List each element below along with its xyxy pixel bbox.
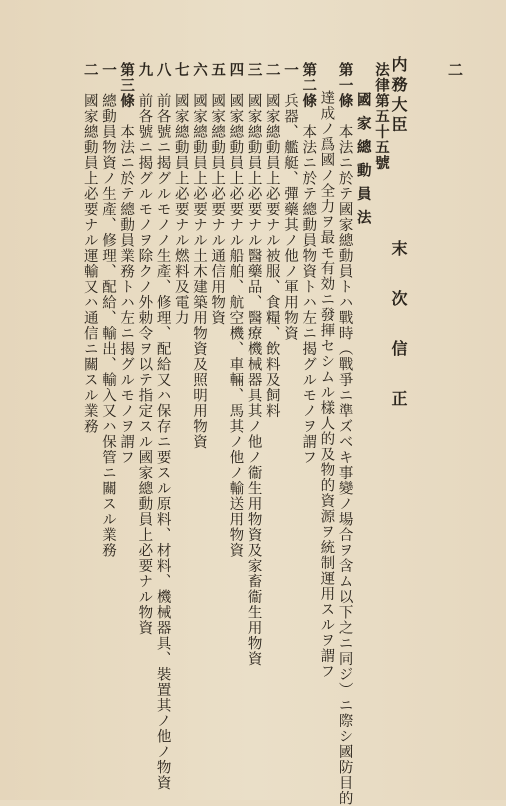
article-column — [117, 62, 135, 762]
item-column — [208, 62, 226, 762]
continuation-column — [317, 62, 335, 762]
article-column — [299, 62, 317, 762]
article-label: 第三條 — [118, 62, 136, 109]
column-text: 國家總動員上必要ナル船舶、航空機、車輛、馬其ノ他ノ輸送用物資 — [227, 93, 244, 558]
item-label: 六 — [190, 62, 208, 78]
item-column — [281, 62, 299, 762]
item-label: 一 — [281, 62, 299, 78]
column-text: 國家總動員上必要ナル土木建築用物資及照明用物資 — [190, 93, 207, 450]
item-column — [244, 62, 262, 762]
item-column — [99, 62, 117, 762]
article-label: 第二條 — [300, 62, 318, 109]
item-label: 三 — [245, 62, 263, 78]
law-text — [30, 62, 390, 806]
column-text: 國家總動員上必要ナル被服、食糧、飲料及飼料 — [263, 93, 280, 419]
page-number: 二 — [446, 62, 464, 77]
signatory-title: 内務大臣 — [389, 56, 408, 136]
column-text: 前各號ニ揭グルモノノ生產、修理、配給又ハ保存ニ要スル原料、材料、機械器具、裝置其ノ他ノ物資 — [154, 93, 171, 791]
column-text: 本法ニ於テ總動員物資トハ左ニ揭グルモノヲ謂フ — [300, 124, 317, 465]
law-columns — [81, 62, 354, 806]
item-label: 一 — [99, 62, 117, 78]
article-column — [335, 62, 354, 806]
item-label: 四 — [227, 62, 245, 78]
law-number: 法律第五十五號 — [373, 62, 390, 171]
signatory-name: 末次信正 — [389, 240, 408, 440]
item-column — [172, 62, 190, 762]
item-label: 九 — [136, 62, 154, 78]
item-column — [153, 62, 172, 791]
item-column — [190, 62, 208, 762]
column-text: 達成ノ爲國ノ全力ヲ最モ有効ニ發揮セシムル樣人的及物的資源ヲ統制運用スルヲ謂フ — [318, 90, 335, 679]
column-text: 本法ニ於テ總動員業務トハ左ニ揭グルモノヲ謂フ — [118, 124, 135, 465]
column-text: 總動員物資ノ生產、修理、配給、輸出、輸入又ハ保管ニ關スル業務 — [99, 93, 116, 558]
law-title: 國家總動員法 — [354, 92, 372, 233]
item-column — [263, 62, 281, 762]
item-column — [135, 62, 153, 762]
column-text: 國家總動員上必要ナル通信用物資 — [209, 93, 226, 326]
item-label: 二 — [263, 62, 281, 78]
item-label: 二 — [81, 62, 99, 78]
item-column — [226, 62, 244, 762]
column-text: 國家總動員上必要ナル運輸又ハ通信ニ關スル業務 — [81, 93, 98, 434]
item-label: 五 — [209, 62, 227, 78]
item-column — [81, 62, 99, 762]
article-label: 第一條 — [336, 62, 354, 109]
item-label: 七 — [172, 62, 190, 78]
column-text: 國家總動員上必要ナル醫藥品、醫療機械器具其ノ他ノ衞生用物資及家畜衞生用物資 — [245, 93, 262, 667]
column-text: 前各號ニ揭グルモノヲ除クノ外勅令ヲ以テ指定スル國家總動員上必要ナル物資 — [136, 93, 153, 636]
item-label: 八 — [154, 62, 172, 78]
column-text: 本法ニ於テ國家總動員トハ戰時（戰爭ニ準ズベキ事變ノ場合ヲ含ム以下之ニ同ジ）ニ際シ國防目的 — [336, 124, 353, 806]
column-text: 兵器、艦艇、彈藥其ノ他ノ軍用物資 — [281, 93, 298, 341]
column-text: 國家總動員上必要ナル燃料及電力 — [172, 93, 189, 326]
